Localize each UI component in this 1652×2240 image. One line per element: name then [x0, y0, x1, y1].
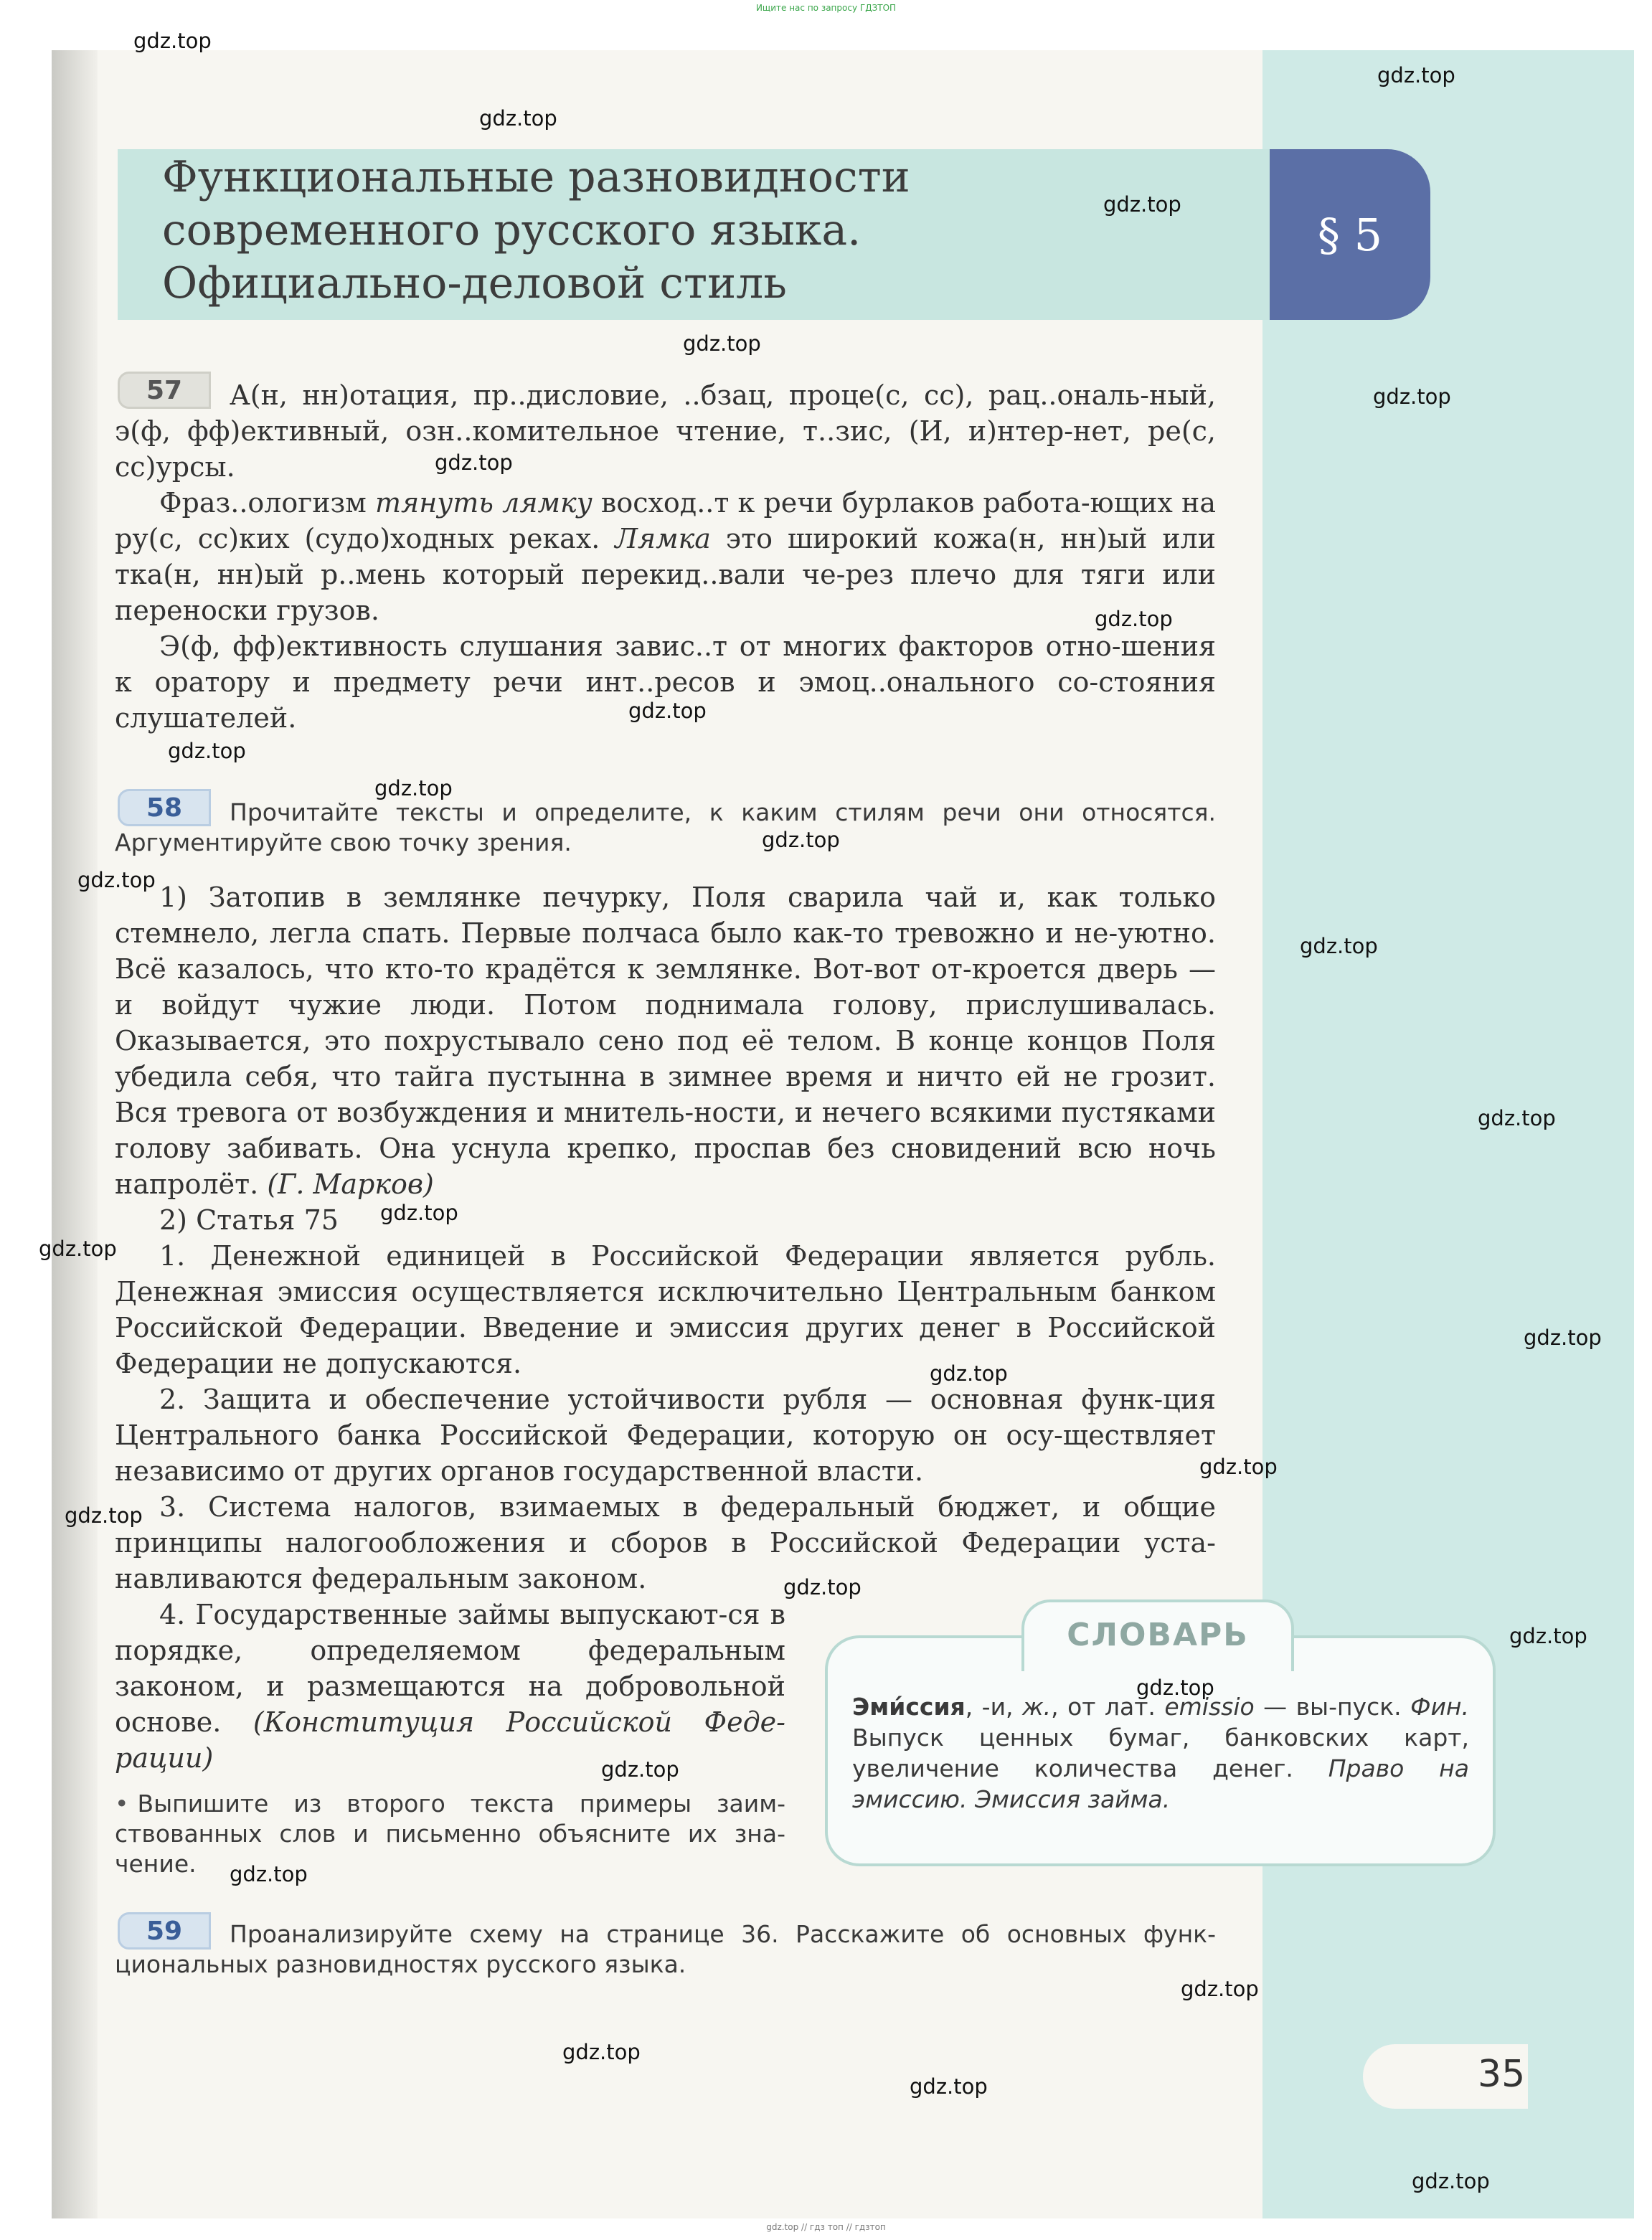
text-run: 4. Государственные займы выпускают-ся в порядке, определяемом федеральным законом, и размещаются на добровольной основе. — [115, 1599, 785, 1738]
text-run: Выпуск ценных бумаг, банковских карт, увеличение количества денег. — [852, 1724, 1469, 1782]
watermark: gdz.top — [1300, 934, 1378, 958]
exercise-58-text-2-end — [115, 1597, 785, 1776]
exercise-59-task — [115, 1919, 1216, 1980]
text-run: , -и, — [965, 1693, 1022, 1721]
margin-sidebar — [1262, 50, 1634, 2218]
dictionary-definition — [852, 1691, 1469, 1815]
bottom-notice: gdz.top // гдз топ // гдзтоп — [766, 2222, 886, 2232]
exercise-58-texts — [115, 879, 1216, 1597]
section-badge: § 5 — [1270, 149, 1430, 320]
exercise-number-57: 57 — [118, 372, 211, 409]
exercise-57-paragraph: А(н, нн)отация, пр..дисловие, ..бзац, проце(с, сс), рац..ональ-ный, э(ф, фф)ективный, озн..комительное чтение, т..зис, (И, и)нтер-нет, ре(с, сс)урсы. — [115, 379, 1216, 483]
dictionary-entry — [852, 1691, 1469, 1815]
exercise-number-59: 59 — [118, 1912, 211, 1950]
watermark: gdz.top — [562, 2040, 641, 2064]
watermark: gdz.top — [628, 699, 707, 723]
watermark: gdz.top — [77, 868, 156, 892]
usage-examples: Право на эмиссию. Эмиссия займа. — [852, 1754, 1469, 1813]
top-notice: Ищите нас по запросу ГДЗТОП — [755, 3, 897, 13]
text-2-paragraph — [115, 1597, 785, 1776]
watermark: gdz.top — [1181, 1977, 1259, 2001]
watermark: gdz.top — [601, 1757, 679, 1782]
task-text: Проанализируйте схему на странице 36. Расскажите об основных функ-циональных разновидностях русского языка. — [115, 1920, 1216, 1978]
dictionary-term: Эми́ссия — [852, 1693, 966, 1721]
bullet-task-text: • Выпишите из второго текста примеры заим-ствованных слов и письменно объясните их зна-чение. — [115, 1789, 785, 1879]
text-run: 1) Затопив в землянке печурку, Поля сварила чай и, как только стемнело, легла спать. Первые полчаса было как-то тревожно и не-уютно. Всё казалось, что кто-то крадётся к землянке. Вот-вот от-кроется дверь — и войдут чужие люди. Потом поднимала голову, прислушивалась. Оказывается, это похрустывало сено под её телом. В конце концов Поля убедила себя, что тайга пустынна в зимнее время и ничто ей не грозит. Вся тревога от возбуждения и мнитель-ности, и нечего всякими пустяками голову забивать. Она уснула крепко, проспав без сновидений всю ночь напролёт. — [115, 882, 1216, 1200]
title-line: Функциональные разновидности — [162, 152, 910, 202]
watermark: gdz.top — [683, 331, 761, 356]
text-2-paragraph: 3. Система налогов, взимаемых в федеральный бюджет, и общие принципы налогообложения и сборов в Российской Федерации уста-навливаются федеральным законом. — [115, 1491, 1216, 1594]
watermark: gdz.top — [133, 29, 212, 53]
watermark: gdz.top — [930, 1361, 1008, 1386]
watermark: gdz.top — [230, 1862, 308, 1886]
watermark: gdz.top — [39, 1237, 117, 1261]
watermark: gdz.top — [1412, 2169, 1490, 2193]
watermark: gdz.top — [65, 1503, 143, 1528]
page-number: 35 — [1478, 2053, 1526, 2096]
watermark: gdz.top — [1199, 1455, 1278, 1479]
watermark: gdz.top — [1136, 1676, 1214, 1700]
watermark: gdz.top — [783, 1575, 862, 1599]
watermark: gdz.top — [1377, 63, 1455, 88]
exercise-57-text — [115, 377, 1216, 736]
watermark: gdz.top — [1095, 607, 1173, 631]
text-1 — [115, 879, 1216, 1202]
text-2-heading: 2) Статья 75 — [159, 1204, 339, 1236]
page-spine-shadow — [52, 50, 98, 2218]
text-run: , от лат. — [1051, 1693, 1165, 1721]
watermark: gdz.top — [1478, 1106, 1556, 1130]
watermark: gdz.top — [479, 106, 557, 131]
page-title — [162, 151, 1238, 310]
watermark: gdz.top — [762, 828, 840, 852]
watermark: gdz.top — [168, 739, 246, 763]
text-run: восход..т к речи бурлаков работа-ющих на ру(с, сс)ких (судо)ходных реках. — [115, 487, 1217, 554]
exercise-number-58: 58 — [118, 789, 211, 826]
text-run: это широкий кожа(н, нн)ый или тка(н, нн)ый р..мень который перекид..вали че-рез плечо для тяги или переноски грузов. — [115, 523, 1216, 626]
watermark: gdz.top — [1373, 384, 1451, 409]
title-line: современного русского языка. — [162, 205, 862, 255]
latin-word: emissio — [1164, 1693, 1255, 1721]
watermark: gdz.top — [380, 1201, 458, 1225]
title-line: Официально-деловой стиль — [162, 258, 787, 308]
text-2-paragraph: 2. Защита и обеспечение устойчивости рубля — основная функ-ция Центрального банка Российской Федерации, которую он осу-ществляет независимо от других органов государственной власти. — [115, 1384, 1216, 1487]
exercise-57-paragraph — [115, 485, 1216, 628]
watermark: gdz.top — [374, 776, 453, 800]
watermark: gdz.top — [910, 2074, 988, 2099]
watermark: gdz.top — [1103, 192, 1181, 217]
dictionary-title: СЛОВАРЬ — [1067, 1617, 1249, 1653]
field-mark: Фин. — [1410, 1693, 1469, 1721]
task-text: Прочитайте тексты и определите, к каким стилям речи они относятся. Аргументируйте свою точку зрения. — [115, 798, 1216, 856]
watermark: gdz.top — [1509, 1624, 1587, 1648]
watermark: gdz.top — [1524, 1325, 1602, 1350]
exercise-58-bullet-task — [115, 1789, 785, 1879]
exercise-57-paragraph: Э(ф, фф)ективность слушания завис..т от многих факторов отно-шения к оратору и предмету речи инт..ресов и эмоц..онального со-стояния слушателей. — [115, 630, 1216, 734]
author: (Г. Марков) — [267, 1168, 434, 1200]
italic-phrase: Лямка — [615, 523, 711, 554]
watermark: gdz.top — [435, 450, 513, 475]
source: (Конституция Российской Феде-рации) — [115, 1706, 785, 1774]
text-run: — вы-пуск. — [1254, 1693, 1411, 1721]
exercise-58-task — [115, 798, 1216, 858]
text-run: Фраз..ологизм — [159, 487, 375, 519]
text-2-paragraph: 1. Денежной единицей в Российской Федерации является рубль. Денежная эмиссия осуществляется исключительно Центральным банком Российской Федерации. Введение и эмиссия других денег в Российской Федерации не допускаются. — [115, 1240, 1216, 1379]
gender-mark: ж. — [1021, 1693, 1052, 1721]
italic-phrase: тянуть лямку — [375, 487, 593, 519]
